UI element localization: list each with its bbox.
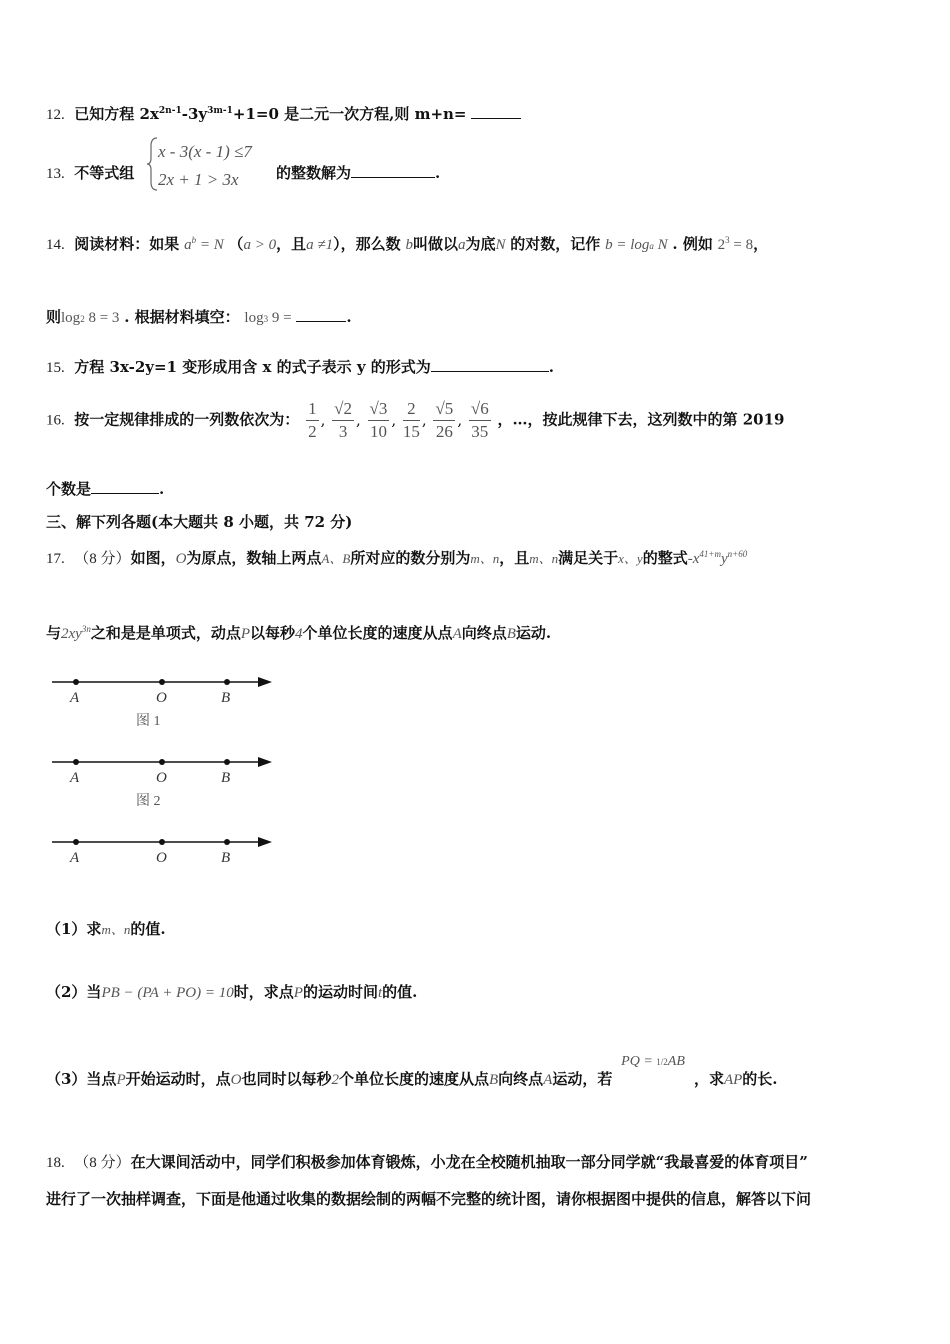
- q18-score: （8 分）: [74, 1155, 131, 1171]
- number-line-figure-3: [50, 832, 280, 866]
- inequality-row-2: 2x + 1 > 3x: [158, 170, 239, 189]
- q14-text-c: ，且: [276, 235, 307, 253]
- point-b-label: B: [221, 770, 231, 786]
- q14-text-g: 的对数，记作: [510, 235, 601, 253]
- q16-text-a: 按一定规律排成的一列数依次为：: [74, 410, 300, 429]
- number-line-1: [50, 672, 280, 692]
- p3-text-c: 也同时以每秒: [241, 1070, 332, 1088]
- p2-text-b: 时，求点: [233, 983, 294, 1001]
- p3-text-h: 的长.: [742, 1070, 778, 1088]
- q14-math-n: N: [495, 237, 506, 253]
- denominator: 15: [402, 422, 420, 441]
- q17-line2-f: 运动.: [515, 624, 552, 642]
- p3-math-a: A: [543, 1072, 553, 1088]
- q13-text: 不等式组: [74, 164, 135, 182]
- q17-math-ab: A、B: [321, 551, 351, 566]
- q17-math-b: B: [506, 626, 516, 642]
- p3-text-a: （3）当点: [46, 1070, 117, 1088]
- q14-math-log: b = log: [605, 237, 650, 253]
- q17-math-expr-sup: 41+m: [699, 549, 721, 559]
- q14-math-b-sup: b: [191, 235, 197, 245]
- q17-math-mn2: m、n: [529, 551, 559, 566]
- part-2: [46, 981, 417, 1002]
- point-a-label: A: [70, 850, 80, 866]
- inequality-system: [158, 138, 252, 194]
- q13-tail-text: 的整数解为: [276, 164, 352, 182]
- q14-text-i: ，: [753, 235, 769, 253]
- numerator: √2: [332, 398, 354, 421]
- question-number: 13.: [46, 166, 65, 182]
- q14-math-example-eq: = 8: [729, 237, 754, 253]
- fraction-6: [469, 398, 491, 443]
- p3-text-e: 向终点: [498, 1070, 544, 1088]
- p2-text-d: 的值.: [382, 983, 418, 1001]
- q12-sup2: 3m-1: [207, 106, 233, 116]
- q12-mid: -3y: [181, 105, 208, 123]
- numerator: 2: [403, 398, 420, 421]
- point-o-label: O: [156, 690, 167, 706]
- question-18: [46, 1151, 808, 1172]
- q17-text-c: 所对应的数分别为: [350, 549, 471, 567]
- q16-line2: 个数是: [46, 480, 92, 498]
- q16-text-b: ，…，按此规律下去，这列数中的第 2019: [497, 410, 785, 429]
- q14-text-b: （: [228, 235, 244, 253]
- figure-caption: 图 2: [136, 794, 161, 809]
- p2-text-a: （2）当: [46, 983, 102, 1001]
- point-a-label: A: [70, 770, 80, 786]
- q14-text-d: ），那么数: [333, 235, 401, 253]
- numerator: √3: [368, 398, 390, 421]
- point-o-label: O: [156, 850, 167, 866]
- q17-math-expr-y: y: [720, 551, 728, 567]
- question-14: [46, 233, 768, 254]
- p1-math-mn: m、n: [101, 922, 131, 937]
- q17-text-b: 为原点，数轴上两点: [186, 549, 322, 567]
- q14-math-log2-eq: 8 = 3: [84, 310, 120, 326]
- question-16-line2: [46, 478, 164, 499]
- q14-math-log2-sub: 2: [80, 314, 85, 324]
- pq-fraction: 1/2: [656, 1057, 668, 1067]
- q14-math-log2: log: [61, 310, 81, 326]
- q14-math-example: 2: [717, 237, 726, 253]
- fraction-5: [433, 398, 455, 443]
- q14-text-f: 为底: [465, 235, 496, 253]
- q14-text-e: 叫做以: [412, 235, 458, 253]
- inequality-row-1: x - 3(x - 1) ≤7: [158, 142, 252, 161]
- q17-math-a: A: [452, 626, 462, 642]
- p3-math-p: P: [116, 1072, 126, 1088]
- q17-text-f: 的整式: [642, 549, 688, 567]
- q12-sup1: 2n-1: [158, 106, 182, 116]
- fraction-1: [306, 398, 319, 443]
- q17-math-expr: -x: [687, 551, 700, 567]
- q17-math-expr-sup2: n+60: [727, 549, 748, 559]
- brace-icon: [146, 136, 158, 192]
- number-line-2: [50, 752, 280, 772]
- numerator: 1: [306, 398, 319, 421]
- p1-text-a: （1）求: [46, 920, 102, 938]
- p3-text-g: ，求: [693, 1070, 724, 1088]
- q13-tail: [276, 162, 440, 183]
- question-number: 17.: [46, 551, 65, 567]
- question-number: 14.: [46, 237, 65, 253]
- p3-math-2: 2: [331, 1072, 339, 1088]
- question-13: [46, 162, 134, 183]
- fraction-2: [332, 398, 354, 443]
- point-a-label: A: [70, 690, 80, 706]
- q17-text-d: ，且: [499, 549, 530, 567]
- q14-line2-a: 则: [46, 308, 62, 326]
- part-3: [46, 1054, 778, 1089]
- q14-line2-c: .: [346, 308, 352, 326]
- denominator: 2: [308, 422, 317, 441]
- number-line-figure-2: [50, 752, 280, 809]
- q14-math-cond1: a > 0: [243, 237, 277, 253]
- point-o-label: O: [156, 770, 167, 786]
- q12-post: +1=0 是二元一次方程,则 m+n=: [232, 105, 467, 123]
- answer-blank[interactable]: [431, 370, 549, 372]
- p3-math-o: O: [230, 1072, 242, 1088]
- q17-text-e: 满足关于: [558, 549, 619, 567]
- q14-math-log3-eq: 9 =: [268, 310, 292, 326]
- denominator: 10: [369, 422, 387, 441]
- q16-end: .: [159, 480, 165, 498]
- numerator: √6: [469, 398, 491, 421]
- question-18-line2: [46, 1188, 811, 1209]
- question-number: 18.: [46, 1155, 65, 1171]
- question-15: [46, 356, 554, 377]
- p3-math-pq: [621, 1054, 685, 1070]
- q17-math-term-sup: 3n: [81, 624, 91, 634]
- question-17-line2: [46, 622, 551, 643]
- q18-text-a: 在大课间活动中，同学们积极参加体育锻炼，小龙在全校随机抽取一部分同学就“我最喜爱的体育项目”: [130, 1153, 808, 1171]
- fraction-sequence: $\frac{1}{2}$ , $\frac{√2}{3}$ , $\frac{√3}{10}$ , $\frac{2}{15}$ , $\frac{√5}{26}$ , $\frac{√6}{35}$: [308, 399, 489, 441]
- q15-text: 方程 3x-2y=1 变形成用含 x 的式子表示 y 的形式为: [74, 358, 431, 376]
- q17-line2-a: 与: [46, 624, 62, 642]
- q14-math-eq: = N: [196, 237, 224, 253]
- q17-line2-c: 以每秒: [250, 624, 296, 642]
- q14-math-b: b: [405, 237, 413, 253]
- q14-math-a: a: [184, 237, 192, 253]
- q17-line2-b: 之和是是单项式，动点: [90, 624, 241, 642]
- denominator: 35: [471, 422, 489, 441]
- q14-text-a: 阅读材料：如果: [74, 235, 180, 253]
- numerator: √5: [433, 398, 455, 421]
- q14-math-base: a: [457, 237, 466, 253]
- section-heading: 三、解下列各题(本大题共 8 小题，共 72 分): [46, 513, 353, 531]
- q17-text-a: 如图，: [130, 549, 176, 567]
- part-1: [46, 918, 166, 939]
- q13-end: .: [435, 164, 441, 182]
- question-number: 16.: [46, 412, 65, 429]
- question-number: 12.: [46, 107, 65, 123]
- pq-ab: AB: [667, 1054, 685, 1069]
- p2-text-c: 的运动时间: [302, 983, 378, 1001]
- number-line-3: [50, 832, 280, 852]
- denominator: 3: [338, 422, 348, 441]
- fraction-4: [403, 398, 420, 443]
- pq-eq: PQ =: [621, 1054, 653, 1069]
- q17-math-o: O: [175, 551, 187, 567]
- answer-blank[interactable]: [471, 117, 521, 119]
- q18-line2: 进行了一次抽样调查，下面是他通过收集的数据绘制的两幅不完整的统计图，请你根据图中提供的信息，解答以下问: [46, 1190, 812, 1208]
- question-12: [46, 103, 521, 124]
- point-b-label: B: [221, 850, 231, 866]
- q14-math-log3-sub: 3: [263, 314, 269, 324]
- p3-text-f: 运动，若: [552, 1070, 613, 1088]
- p3-math-b: B: [489, 1072, 499, 1088]
- question-number: 15.: [46, 360, 65, 376]
- p2-math-eq: PB − (PA + PO) = 10: [101, 985, 234, 1001]
- q14-math-log3: log: [244, 310, 264, 326]
- question-17: [46, 547, 747, 568]
- p2-math-p: P: [293, 985, 303, 1001]
- number-line-figure-1: [50, 672, 280, 729]
- q14-line2-b: . 根据材料填空：: [124, 308, 240, 326]
- p3-text-d: 个单位长度的速度从点: [338, 1070, 489, 1088]
- p3-text-b: 开始运动时，点: [125, 1070, 231, 1088]
- p1-text-b: 的值.: [130, 920, 166, 938]
- answer-blank[interactable]: [91, 492, 159, 494]
- q17-math-mn: m、n: [470, 551, 500, 566]
- q14-math-cond2: a ≠1: [306, 237, 334, 253]
- q17-math-4: 4: [295, 626, 303, 642]
- q17-line2-d: 个单位长度的速度从点: [302, 624, 453, 642]
- p3-math-ap: AP: [723, 1072, 743, 1088]
- figure-caption: 图 1: [136, 714, 161, 729]
- question-16: [46, 398, 784, 443]
- q17-math-xy: x、y: [618, 551, 643, 566]
- fraction-3: [368, 398, 390, 443]
- q12-pre: 已知方程 2x: [74, 105, 159, 123]
- answer-blank[interactable]: [296, 320, 346, 322]
- question-14-line2: [46, 306, 352, 327]
- q14-math-example-sup: 3: [725, 235, 730, 245]
- q14-math-log-sub: a: [649, 241, 654, 251]
- q14-math-log-n: N: [653, 237, 668, 253]
- q14-text-h: . 例如: [672, 235, 713, 253]
- q17-line2-e: 向终点: [461, 624, 507, 642]
- q17-math-term: 2xy: [61, 626, 82, 642]
- denominator: 26: [435, 422, 453, 441]
- q15-end: .: [548, 358, 555, 376]
- p2-math-t: t: [377, 985, 383, 1001]
- point-b-label: B: [221, 690, 231, 706]
- q17-score: （8 分）: [74, 551, 131, 567]
- answer-blank[interactable]: [351, 176, 435, 178]
- q17-math-p: P: [240, 626, 251, 642]
